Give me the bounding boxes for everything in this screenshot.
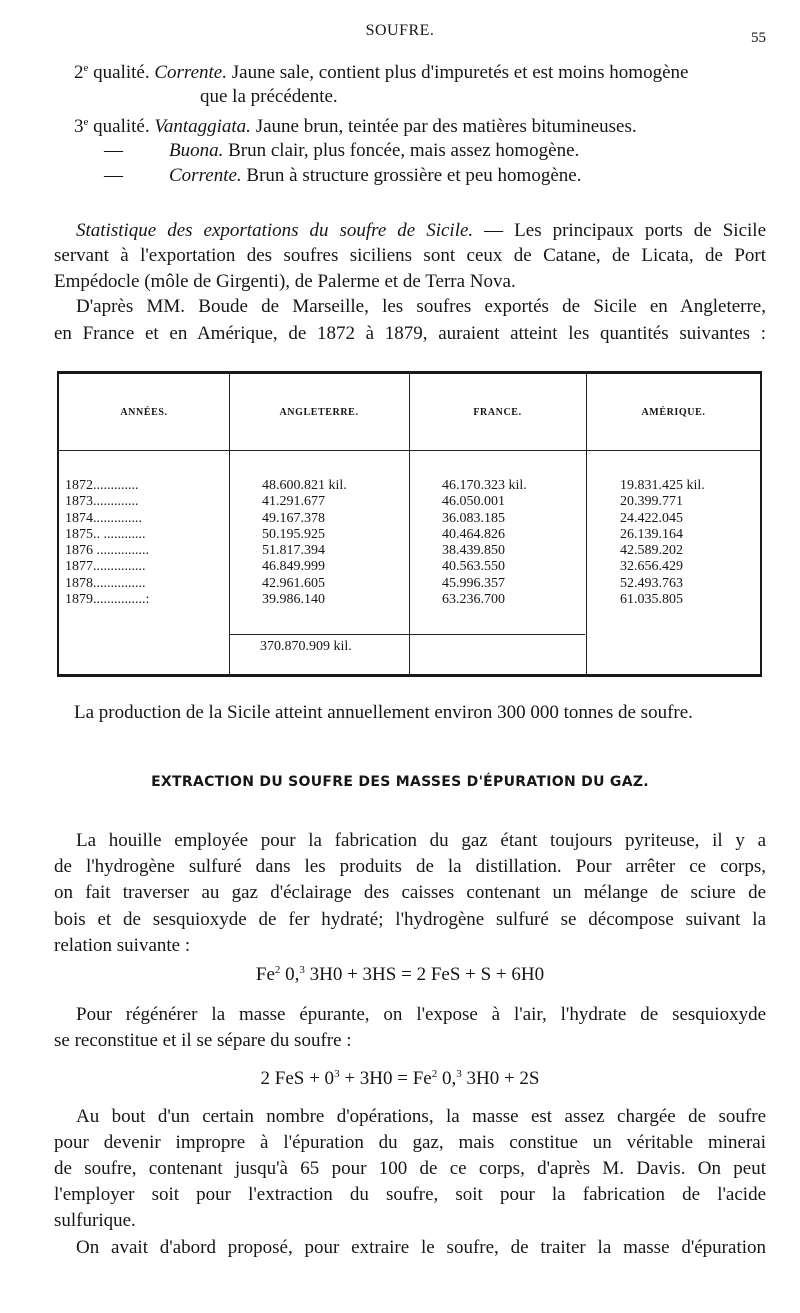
year-cell: 1879...............:	[65, 592, 150, 608]
formula-reaction-1: Fe$^2$ 0,$^3$ 3H0 + 3HS = 2 FeS + S + 6H0	[255, 964, 545, 985]
stats-line-4: D'après MM. Boude de Marseille, les soufres exportés de Sicile en Angleterre,	[76, 296, 766, 317]
value-cell: 52.493.763	[620, 575, 683, 591]
value-cell: 26.139.164	[620, 526, 683, 542]
value-cell: 49.167.378	[262, 510, 325, 526]
paragraph-line: Pour régénérer la masse épurante, on l'expose à l'air, l'hydrate de sesquioxyde	[76, 1004, 766, 1025]
value-cell: 46.050.001	[442, 494, 505, 510]
value-cell: 19.831.425 kil.	[620, 478, 705, 493]
total-angleterre: 370.870.909 kil.	[260, 639, 352, 654]
paragraph-line: on fait traverser au gaz d'éclairage des caisses contenant un mélange de sciure de	[54, 882, 766, 903]
value-cell: 46.170.323 kil.	[442, 478, 527, 493]
header-rule	[59, 450, 760, 451]
column-divider	[229, 374, 230, 675]
value-cell: 41.291.677	[262, 494, 325, 510]
total-rule	[229, 634, 585, 635]
column-divider	[409, 374, 410, 675]
value-cell: 61.035.805	[620, 592, 683, 608]
section-title: EXTRACTION DU SOUFRE DES MASSES D'ÉPURATION DU GAZ.	[151, 774, 649, 790]
stats-line-5: en France et en Amérique, de 1872 à 1879, auraient atteint les quantités suivantes :	[54, 323, 766, 344]
quality-corrente-line: — Corrente. Brun à structure grossière et peu homogène.	[104, 165, 582, 186]
value-cell: 38.439.850	[442, 543, 505, 559]
paragraph-line: Au bout d'un certain nombre d'opérations, la masse est assez chargée de soufre	[76, 1106, 766, 1127]
paragraph-line: sulfurique.	[54, 1210, 136, 1231]
header-angleterre: ANGLETERRE.	[279, 407, 359, 418]
value-cell: 46.849.999	[262, 559, 325, 575]
value-cell: 45.996.357	[442, 575, 505, 591]
value-cell: 32.656.429	[620, 559, 683, 575]
paragraph-line: pour devenir impropre à l'épuration du gaz, mais constitue un véritable minerai	[54, 1132, 766, 1153]
year-cell: 1872.............	[65, 478, 139, 493]
years-column	[65, 478, 149, 608]
paragraph-line: de l'hydrogène sulfuré dans les produits de la distillation. Pour arrêter ce corps,	[54, 856, 766, 877]
amerique-column	[620, 478, 705, 608]
value-cell: 39.986.140	[262, 592, 325, 608]
quality-2-line: 2e qualité. Corrente. Jaune sale, contient plus d'impuretés et est moins homogène	[74, 62, 689, 83]
year-cell: 1875.. ............	[65, 526, 146, 542]
quality-3-line: 3e qualité. Vantaggiata. Jaune brun, teintée par des matières bitumineuses.	[74, 116, 637, 137]
quality-buona-line: — Buona. Brun clair, plus foncée, mais assez homogène.	[104, 140, 580, 161]
running-header: SOUFRE.	[365, 22, 435, 39]
value-cell: 40.563.550	[442, 559, 505, 575]
year-cell: 1878...............	[65, 575, 146, 591]
header-france: FRANCE.	[473, 407, 522, 418]
value-cell: 42.589.202	[620, 543, 683, 559]
stats-heading-line: Statistique des exportations du soufre de Sicile. — Les principaux ports de Sicile	[76, 220, 766, 241]
value-cell: 24.422.045	[620, 510, 683, 526]
value-cell: 50.195.925	[262, 526, 325, 542]
quality-2-continuation: que la précédente.	[200, 86, 338, 107]
value-cell: 51.817.394	[262, 543, 325, 559]
paragraph-line: l'employer soit pour l'extraction du soufre, soit pour la fabrication de l'acide	[54, 1184, 766, 1205]
value-cell: 63.236.700	[442, 592, 505, 608]
value-cell: 40.464.826	[442, 526, 505, 542]
paragraph-line: bois et de sesquioxyde de fer hydraté; l'hydrogène sulfuré se décompose suivant la	[54, 909, 766, 930]
paragraph-line: de soufre, contenant jusqu'à 65 pour 100 de ce corps, d'après M. Davis. On peut	[54, 1158, 766, 1179]
header-amerique: AMÉRIQUE.	[641, 407, 706, 418]
value-cell: 48.600.821 kil.	[262, 478, 347, 493]
column-divider	[586, 374, 587, 675]
paragraph-line: se reconstitue et il se sépare du soufre :	[54, 1030, 352, 1051]
formula-reaction-2: 2 FeS + $0^3 + 3H0 = Fe^2$ 0,$^3$ 3H0 + 2S	[260, 1068, 540, 1089]
value-cell: 36.083.185	[442, 510, 505, 526]
page-number: 55	[751, 30, 766, 46]
year-cell: 1874..............	[65, 510, 142, 526]
header-annees: ANNÉES.	[120, 407, 168, 418]
production-line: La production de la Sicile atteint annuellement environ 300 000 tonnes de soufre.	[74, 702, 693, 723]
year-cell: 1873.............	[65, 494, 139, 510]
angleterre-column	[262, 478, 347, 608]
stats-line-2: servant à l'exportation des soufres siciliens sont ceux de Catane, de Licata, de Port	[54, 245, 766, 266]
paragraph-line: relation suivante :	[54, 935, 191, 956]
value-cell: 20.399.771	[620, 494, 683, 510]
export-table	[57, 371, 762, 677]
year-cell: 1877...............	[65, 559, 146, 575]
value-cell: 42.961.605	[262, 575, 325, 591]
stats-line-3: Empédocle (môle de Girgenti), de Palerme et de Terra Nova.	[54, 271, 516, 292]
france-column	[442, 478, 527, 608]
paragraph-line: On avait d'abord proposé, pour extraire le soufre, de traiter la masse d'épuration	[76, 1237, 766, 1258]
paragraph-line: La houille employée pour la fabrication du gaz étant toujours pyriteuse, il y a	[76, 830, 766, 851]
year-cell: 1876 ...............	[65, 543, 149, 559]
